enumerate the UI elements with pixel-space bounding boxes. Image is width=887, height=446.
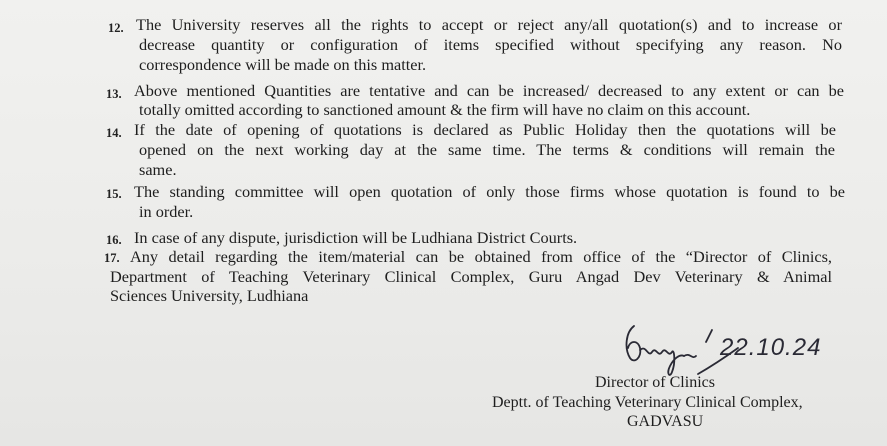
clause-line: Above mentioned Quantities are tentative and can be increased/ decreased to any extent or can be (134, 81, 844, 100)
clause-number: 13. (106, 87, 122, 101)
clause-line: opened on the next working day at the same time. The terms & conditions will remain the (139, 140, 835, 159)
clause-line: Any detail regarding the item/material can be obtained from office of the “Director of Clinics, (130, 247, 832, 266)
clause-line: totally omitted according to sanctioned amount & the firm will have no claim on this account. (139, 100, 751, 119)
clause-number: 15. (106, 187, 122, 201)
clause-line: In case of any dispute, jurisdiction will be Ludhiana District Courts. (134, 228, 578, 247)
signature-date: 22.10.24 (720, 334, 822, 361)
clause-number: 16. (106, 233, 122, 247)
clause-number: 14. (106, 126, 122, 140)
clause-line: correspondence will be made on this matter. (139, 55, 427, 74)
clause-line: If the date of opening of quotations is declared as Public Holiday then the quotations will be (134, 120, 836, 139)
signatory-department: Deptt. of Teaching Veterinary Clinical Complex, (492, 394, 803, 411)
clause-line: in order. (139, 202, 194, 221)
signatory-organization: GADVASU (627, 413, 704, 430)
clause-number: 17. (104, 251, 120, 265)
clause-number: 12. (108, 21, 124, 35)
clause-line: The standing committee will open quotation of only those firms whose quotation is found to be (134, 182, 845, 201)
clause-line: The University reserves all the rights to accept or reject any/all quotation(s) and to increase or (136, 15, 842, 34)
clause-line: decrease quantity or configuration of items specified without specifying any reason. No (139, 35, 842, 54)
clause-line: Sciences University, Ludhiana (110, 286, 309, 305)
clause-line: Department of Teaching Veterinary Clinical Complex, Guru Angad Dev Veterinary & Animal (110, 267, 832, 286)
clause-line: same. (139, 160, 177, 179)
signatory-title: Director of Clinics (595, 374, 715, 391)
